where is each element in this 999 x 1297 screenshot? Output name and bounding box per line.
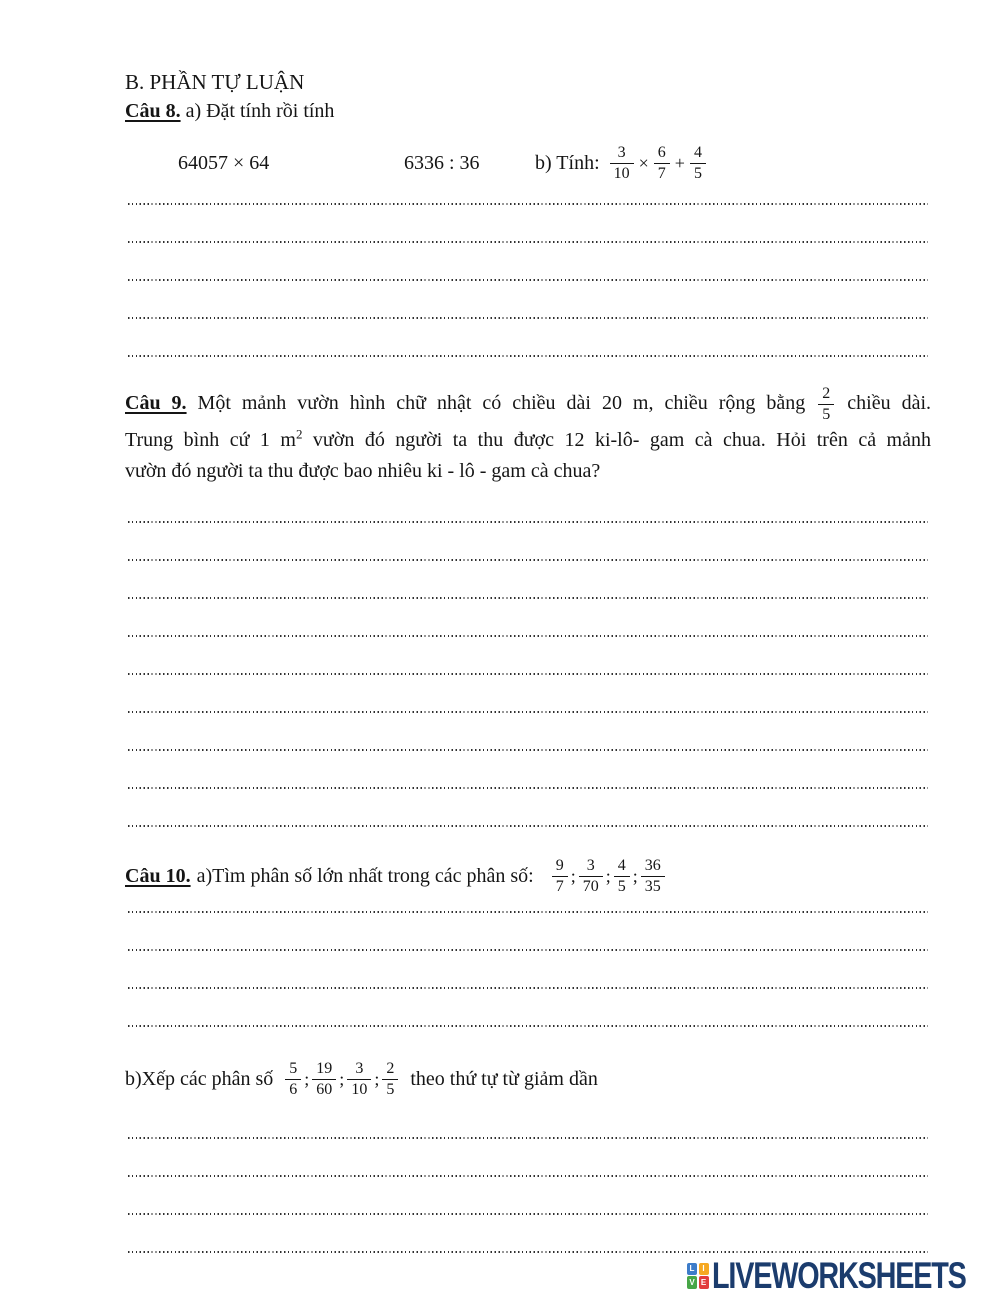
fraction: $\frac{3}{10}$ (610, 143, 634, 184)
answer-line (128, 1139, 928, 1177)
answer-line (128, 561, 928, 599)
fraction: $\frac{19}{60}$ (312, 1059, 336, 1100)
squared-superscript: 2 (295, 426, 303, 442)
fraction: $\frac{4}{5}$ (690, 143, 706, 184)
fraction: $\frac{2}{5}$ (818, 384, 834, 425)
answer-line (128, 1101, 928, 1139)
logo-tile-v: V (687, 1276, 697, 1289)
cau8-heading (125, 100, 334, 123)
separator: ; (570, 865, 576, 886)
answer-line (128, 913, 928, 951)
cau9-line3: vườn đó người ta thu được bao nhiêu ki - lô - gam cà chua? (125, 460, 601, 482)
answer-line (128, 637, 928, 675)
answer-line (128, 281, 928, 319)
answer-line (128, 319, 928, 357)
cau9-line2: Trung bình cứ 1 $m^2$ vườn đó người ta thu được 12 ki-lô- gam cà chua. Hỏi trên cả mảnh (125, 426, 931, 451)
answer-line (128, 599, 928, 637)
cau8-label: Câu 8. (125, 100, 181, 122)
cau8-answer-lines (128, 167, 928, 357)
answer-line (128, 1177, 928, 1215)
liveworksheets-logo[interactable] (687, 1255, 999, 1297)
cau9-label: Câu 9. (125, 392, 187, 415)
answer-line (128, 243, 928, 281)
cau9-answer-lines (128, 485, 928, 827)
cau10b-outro: theo thứ tự từ giảm dần (410, 1067, 598, 1090)
section-title: B. PHẦN TỰ LUẬN (125, 70, 305, 94)
answer-line (128, 951, 928, 989)
answer-line (128, 989, 928, 1027)
answer-line (128, 675, 928, 713)
answer-line (128, 167, 928, 205)
cau10a-answer-lines (128, 875, 928, 1027)
cau8-b-label: b) Tính: (535, 151, 600, 174)
fraction: $\frac{3}{70}$ (579, 856, 603, 897)
answer-line (128, 789, 928, 827)
logo-tile-l: L (687, 1263, 697, 1275)
multiply-operator: × (638, 152, 649, 173)
separator: ; (632, 865, 638, 886)
logo-tile-e: E (699, 1276, 709, 1289)
plus-operator: + (674, 152, 685, 173)
logo-tile-i: I (699, 1263, 709, 1275)
answer-line (128, 751, 928, 789)
fraction: $\frac{9}{7}$ (552, 856, 568, 897)
cau10b-question (125, 1050, 598, 1108)
liveworksheets-grid-icon (687, 1263, 709, 1290)
answer-line (128, 485, 928, 523)
cau9-line1: Câu 9. Một mảnh vườn hình chữ nhật có chiều dài 20 m, chiều rộng bằng $\frac{2}{5}$ chiều dài. (125, 385, 931, 423)
fraction: $\frac{4}{5}$ (614, 856, 630, 897)
separator: ; (339, 1068, 345, 1089)
fraction: $\frac{3}{10}$ (347, 1059, 371, 1100)
separator: ; (605, 865, 611, 886)
cau10b-intro: b)Xếp các phân số (125, 1067, 274, 1090)
cau10-label: Câu 10. (125, 864, 191, 887)
fraction: $\frac{2}{5}$ (382, 1059, 398, 1100)
cau8-multiplication-exercise: 64057 × 64 (178, 152, 270, 174)
separator: ; (304, 1068, 310, 1089)
separator: ; (374, 1068, 380, 1089)
liveworksheets-wordmark: LIVEWORKSHEETS (711, 1254, 966, 1297)
cau9-problem (125, 384, 931, 487)
answer-line (128, 205, 928, 243)
fraction: $\frac{36}{35}$ (641, 856, 665, 897)
cau8-division-exercise: 6336 : 36 (404, 152, 480, 174)
cau10b-answer-lines (128, 1101, 928, 1253)
cau8-intro: a) Đặt tính rồi tính (180, 100, 335, 122)
fraction: $\frac{6}{7}$ (654, 143, 670, 184)
cau10a-intro: a)Tìm phân số lớn nhất trong các phân số: (196, 864, 534, 887)
fraction: $\frac{5}{6}$ (285, 1059, 301, 1100)
answer-line (128, 875, 928, 913)
answer-line (128, 713, 928, 751)
answer-line (128, 1215, 928, 1253)
answer-line (128, 523, 928, 561)
